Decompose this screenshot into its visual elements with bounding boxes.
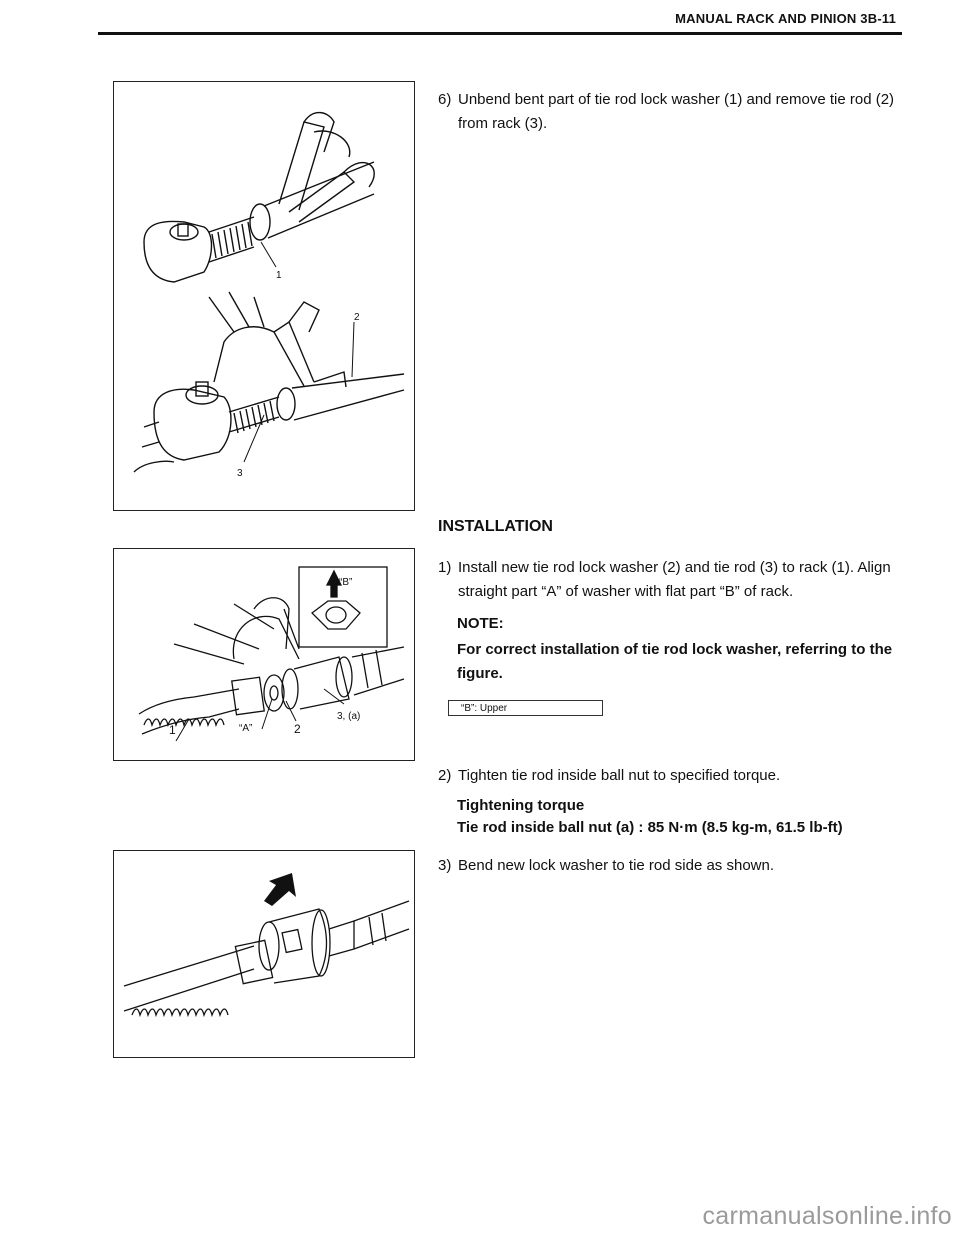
step-3-text: Bend new lock washer to tie rod side as shown. xyxy=(458,857,775,874)
step-6 xyxy=(438,88,908,136)
step-6-number: 6) xyxy=(438,91,452,108)
step-1-number: 1) xyxy=(438,559,452,576)
torque-title: Tightening torque xyxy=(457,797,585,814)
step-6-text: Unbend bent part of tie rod lock washer (1) and remove tie rod (2) from rack (3). xyxy=(458,91,895,132)
fig1-callout-2: 2 xyxy=(354,312,360,323)
fig2-callout-1: 1 xyxy=(169,723,176,737)
note-text: For correct installation of tie rod lock washer, referring to the figure. xyxy=(457,641,893,682)
lock-washer-install-illustration xyxy=(114,549,414,760)
bend-direction-arrow-icon xyxy=(264,873,296,906)
bend-lock-washer-illustration xyxy=(114,851,414,1057)
fig2-callout-2: 2 xyxy=(294,722,301,736)
step-1 xyxy=(438,556,908,604)
fig2-callout-3a: 3, (a) xyxy=(337,711,361,722)
header-rule xyxy=(98,32,902,35)
watermark: carmanualsonline.info xyxy=(702,1202,952,1230)
step-2 xyxy=(438,764,908,788)
step-1-text: Install new tie rod lock washer (2) and tie rod (3) to rack (1). Align straight part “A” of washer with flat part “B” of rack. xyxy=(458,559,891,600)
fig2-callout-B: “B” xyxy=(339,577,353,588)
step-2-number: 2) xyxy=(438,767,452,784)
fig1-callout-3: 3 xyxy=(237,468,243,479)
fig2-callout-A: “A” xyxy=(239,723,253,734)
step-3 xyxy=(438,854,908,878)
tie-rod-removal-illustration xyxy=(114,82,414,510)
fig1-callout-1: 1 xyxy=(276,270,282,281)
step-2-text: Tighten tie rod inside ball nut to specified torque. xyxy=(458,767,781,784)
step-3-number: 3) xyxy=(438,857,452,874)
figure-tie-rod-removal xyxy=(113,81,415,511)
note-label: NOTE: xyxy=(457,615,504,632)
legend-box: “B”: Upper xyxy=(448,700,603,716)
torque-spec: Tie rod inside ball nut (a) : 85 N·m (8.5 kg-m, 61.5 lb-ft) xyxy=(457,819,843,836)
page-header-title: MANUAL RACK AND PINION 3B-11 xyxy=(675,11,896,26)
installation-heading: INSTALLATION xyxy=(438,518,553,535)
figure-bend-lock-washer xyxy=(113,850,415,1058)
figure-lock-washer-install xyxy=(113,548,415,761)
